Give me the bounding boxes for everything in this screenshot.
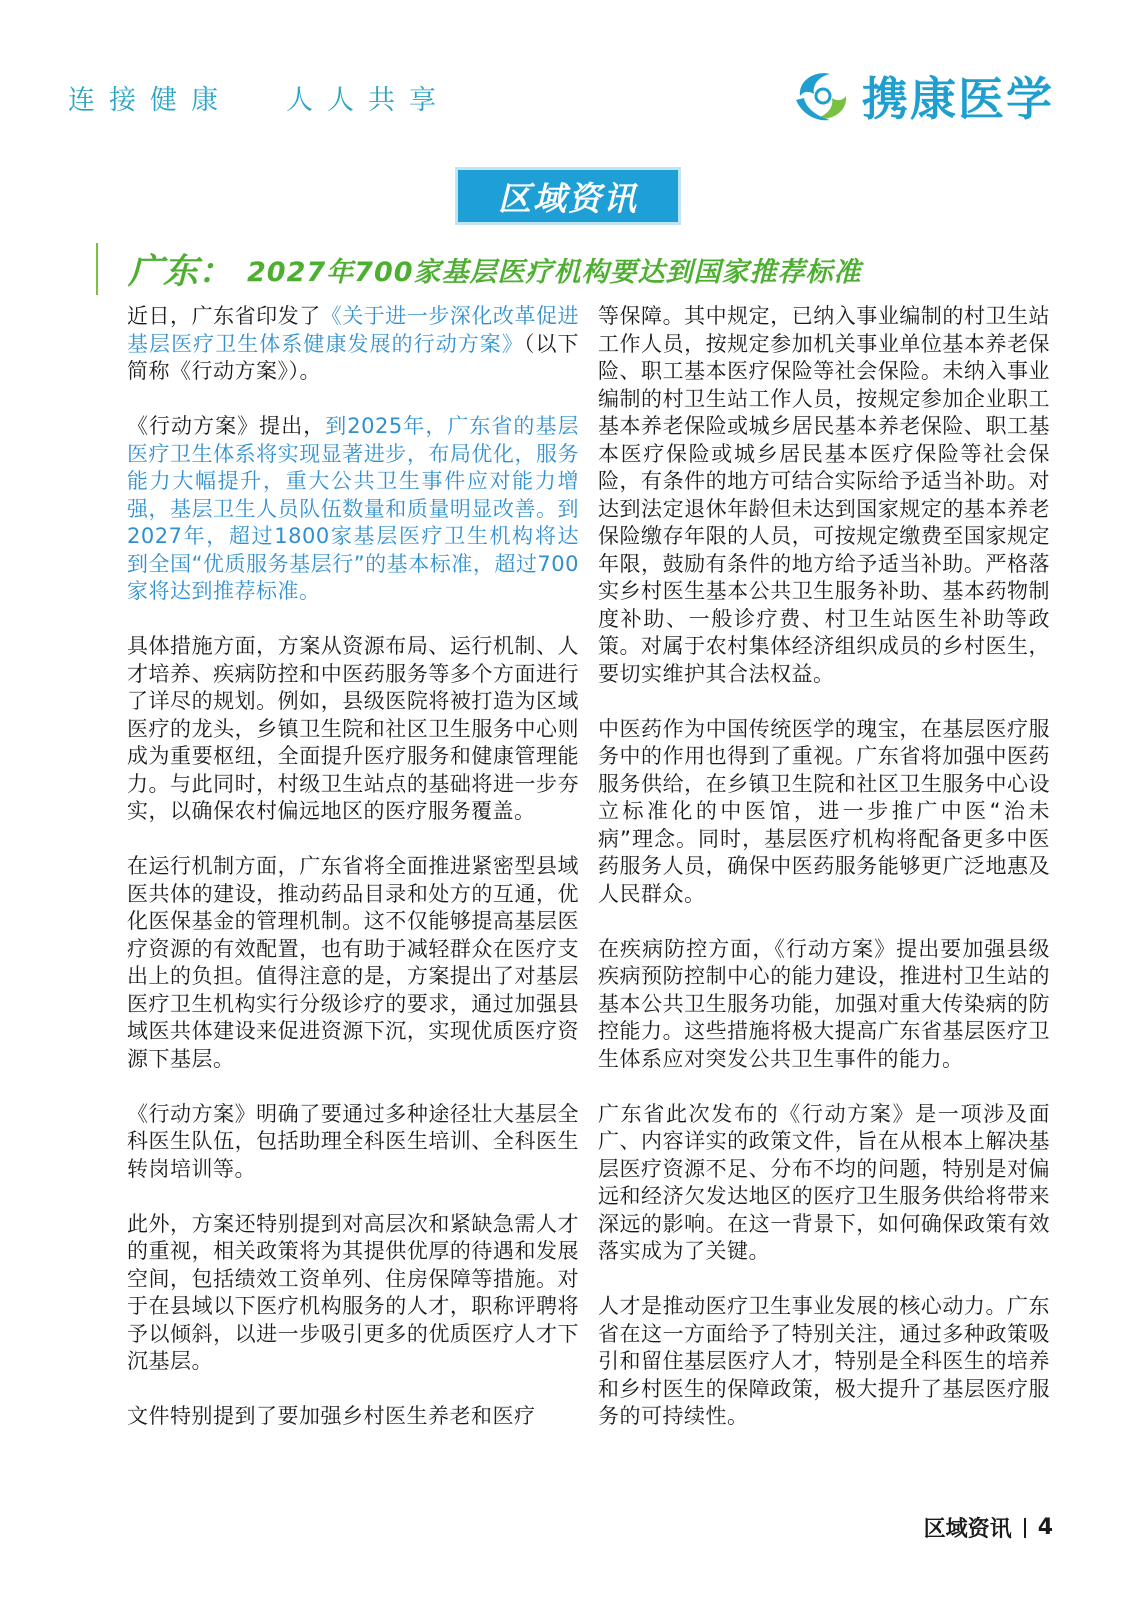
paragraph: 广东省此次发布的《行动方案》是一项涉及面广、内容详实的政策文件，旨在从根本上解决基层医疗资源不足、分布不均的问题，特别是对偏远和经济欠发达地区的医疗卫生服务供给将带来深远的影响。在这一背景下，如何确保政策有效落实成为了关键。 [598,1101,1050,1263]
paragraph: 在疾病防控方面，《行动方案》提出要加强县级疾病预防控制中心的能力建设，推进村卫生站的基本公共卫生服务功能，加强对重大传染病的防控能力。这些措施将极大提高广东省基层医疗卫生体系应对突发公共卫生事件的能力。 [598,936,1050,1071]
paragraph: 《行动方案》提出，到2025年，广东省的基层医疗卫生体系将实现显著进步，布局优化，服务能力大幅提升，重大公共卫生事件应对能力增强，基层卫生人员队伍数量和质量明显改善。到2027年，超过1800家基层医疗卫生机构将达到全国“优质服务基层行”的基本标准，超过700家将达到推荐标准。 [127,414,579,603]
section-banner: 区域资讯 [458,170,678,222]
title-region: 广东： [128,252,234,292]
header-slogan [68,78,450,117]
paragraph: 《行动方案》明确了要通过多种途径壮大基层全科医生队伍，包括助理全科医生培训、全科医生转岗培训等。 [127,1101,579,1181]
footer-section: 区域资讯 [923,1517,1012,1542]
brand-logo [790,66,1054,126]
logo-text: 携康医学 [862,72,1054,126]
paragraph: 人才是推动医疗卫生事业发展的核心动力。广东省在这一方面给予了特别关注，通过多种政策吸引和留住基层医疗人才，特别是全科医生的培养和乡村医生的保障政策，极大提升了基层医疗服务的可持续性。 [598,1294,1050,1428]
page-number: 4 [1037,1515,1053,1540]
slogan-right: 人人共享 [286,85,450,116]
title-text: 2027年700家基层医疗机构要达到国家推荐标准 [247,256,862,288]
footer-divider [1024,1518,1026,1538]
logo-hands-icon [790,66,856,126]
paragraph: 中医药作为中国传统医学的瑰宝，在基层医疗服务中的作用也得到了重视。广东省将加强中医药服务供给，在乡镇卫生院和社区卫生服务中心设立标准化的中医馆，进一步推广中医“治未病”理念。同时，基层医疗机构将配备更多中医药服务人员，确保中医药服务能够更广泛地惠及人民群众。 [598,716,1050,906]
document-title-link: 《关于进一步深化改革促进基层医疗卫生体系健康发展的行动方案》 [127,304,580,356]
paragraph: 等保障。其中规定，已纳入事业编制的村卫生站工作人员，按规定参加机关事业单位基本养老保险、职工基本医疗保险等社会保险。未纳入事业编制的村卫生站工作人员，按规定参加企业职工基本养老保险或城乡居民基本养老保险、职工基本医疗保险或城乡居民基本医疗保险等社会保险，有条件的地方可结合实际给予适当补助。对达到法定退休年龄但未达到国家规定的基本养老保险缴存年限的人员，可按规定缴费至国家规定年限，鼓励有条件的地方给予适当补助。严格落实乡村医生基本公共卫生服务补助、基本药物制度补助、一般诊疗费、村卫生站医生补助等政策。对属于农村集体经济组织成员的乡村医生，要切实维护其合法权益。 [598,304,1050,686]
highlighted-goals: 到2025年，广东省的基层医疗卫生体系将实现显著进步，布局优化，服务能力大幅提升，重大公共卫生事件应对能力增强，基层卫生人员队伍数量和质量明显改善。到2027年，超过1800家基层医疗卫生机构将达到全国“优质服务基层行”的基本标准，超过700家将达到推荐标准。 [127,414,579,603]
article-column-left [127,303,579,1431]
paragraph: 此外，方案还特别提到对高层次和紧缺急需人才的重视，相关政策将为其提供优厚的待遇和发展空间，包括绩效工资单列、住房保障等措施。对于在县域以下医疗机构服务的人才，职称评聘将予以倾斜，以进一步吸引更多的优质医疗人才下沉基层。 [127,1211,579,1373]
article-column-right [598,303,1050,1431]
title-accent-bar [96,243,98,295]
paragraph: 文件特别提到了要加强乡村医生养老和医疗 [127,1404,536,1428]
paragraph: 在运行机制方面，广东省将全面推进紧密型县域医共体的建设，推动药品目录和处方的互通，优化医保基金的管理机制。这不仅能够提高基层医疗资源的有效配置，也有助于减轻群众在医疗支出上的负担。值得注意的是，方案提出了对基层医疗卫生机构实行分级诊疗的要求，通过加强县域医共体建设来促进资源下沉，实现优质医疗资源下基层。 [127,854,579,1071]
article-title [96,243,862,295]
slogan-left: 连接健康 [68,85,232,116]
paragraph: 具体措施方面，方案从资源布局、运行机制、人才培养、疾病防控和中医药服务等多个方面进行了详尽的规划。例如，县级医院将被打造为区域医疗的龙头，乡镇卫生院和社区卫生服务中心则成为重要枢纽，全面提升医疗服务和健康管理能力。与此同时，村级卫生站点的基础将进一步夯实，以确保农村偏远地区的医疗服务覆盖。 [127,634,579,823]
paragraph: 近日，广东省印发了《关于进一步深化改革促进基层医疗卫生体系健康发展的行动方案》（以下简称《行动方案》）。 [127,304,580,383]
page-footer [924,1512,1053,1543]
